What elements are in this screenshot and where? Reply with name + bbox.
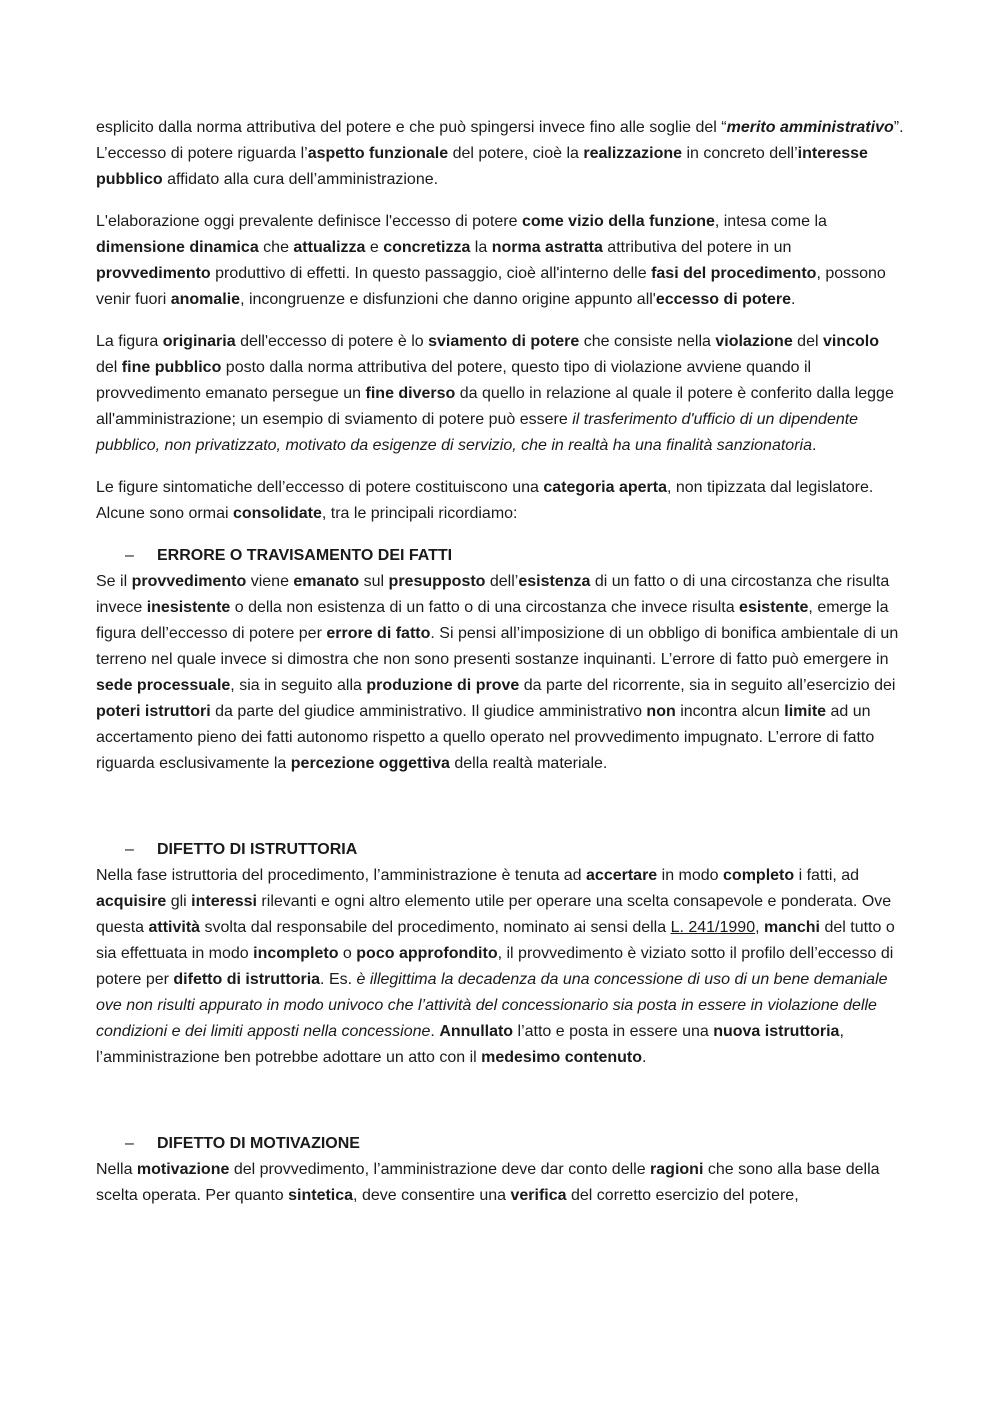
text-run: da quello in relazione al quale il potere è conferito dalla legge all'amministrazione; un esempio di sviamento di potere può essere (96, 385, 894, 428)
text-run: . (791, 291, 796, 308)
bold-text: nuova istruttoria (713, 1023, 840, 1040)
section-difetto-istruttoria (96, 837, 904, 1071)
text-run: affidato alla cura dell’amministrazione. (162, 171, 439, 188)
bold-text: dimensione dinamica (96, 239, 259, 256)
italic-text: il trasferimento d'ufficio di un dipendente pubblico, non privatizzato, motivato da esigenze di servizio, che in realtà ha una finalità sanzionatoria (96, 411, 859, 454)
text-run: Nella fase istruttoria del procedimento, l’amministrazione è tenuta ad (96, 867, 587, 884)
bold-text: verifica (510, 1187, 567, 1204)
text-run: ad un accertamento pieno dei fatti autonomo rispetto a quello operato nel provvedimento impugnato. L’errore di fatto riguarda esclusivamente la (96, 703, 875, 772)
text-run: produttivo di effetti. In questo passaggio, cioè all'interno delle (210, 265, 652, 282)
text-run: la (470, 239, 492, 256)
bold-italic-text: merito amministrativo (726, 119, 894, 136)
text-run: Se il (96, 573, 132, 590)
text-run: dell’ (485, 573, 519, 590)
text-run: Le figure sintomatiche dell’eccesso di potere costituiscono una (96, 479, 544, 496)
bold-text: sintetica (288, 1187, 354, 1204)
text-run: del potere, cioè la (448, 145, 584, 162)
text-run: attributiva del potere in un (602, 239, 792, 256)
bold-text: medesimo contenuto (481, 1049, 643, 1066)
text-run: o della non esistenza di un fatto o di una circostanza che invece risulta (230, 599, 740, 616)
bold-text: percezione oggettiva (290, 755, 450, 772)
text-run: in modo (657, 867, 724, 884)
text-run: di un fatto o di una circostanza che risulta invece (96, 573, 890, 616)
bold-text: eccesso di potere (655, 291, 792, 308)
text-run: incontra alcun (675, 703, 785, 720)
bold-text: esistente (739, 599, 809, 616)
bold-text: sede processuale (96, 677, 231, 694)
text-run: del provvedimento, l’amministrazione deve dar conto delle (229, 1161, 651, 1178)
text-run: i fatti, ad (794, 867, 860, 884)
text-run: . Es. (320, 971, 357, 988)
paragraph-elaborazione (96, 209, 904, 313)
text-run: e (365, 239, 384, 256)
bold-text: aspetto funzionale (307, 145, 449, 162)
paragraph-intro (96, 115, 904, 193)
bold-text: completo (723, 867, 795, 884)
text-run: del (96, 359, 122, 376)
text-run: . (430, 1023, 440, 1040)
section-body (96, 863, 904, 1071)
text-run: che consiste nella (579, 333, 716, 350)
section-body (96, 1157, 904, 1209)
section-heading-text: ERRORE O TRAVISAMENTO DEI FATTI (157, 547, 453, 564)
text-run: . Si pensi all’imposizione di un obbligo di bonifica ambientale di un terreno nel quale invece si dimostra che non sono presenti sostanze inquinanti. L’errore di fatto può emergere in (96, 625, 899, 668)
section-difetto-motivazione (96, 1131, 904, 1209)
text-run: , incongruenze e disfunzioni che danno origine appunto all' (240, 291, 656, 308)
text-run: svolta dal responsabile del procedimento, nominato ai sensi della (200, 919, 671, 936)
text-run: in concreto dell’ (682, 145, 798, 162)
bold-text: inesistente (146, 599, 231, 616)
bold-text: emanato (293, 573, 360, 590)
text-run: viene (246, 573, 294, 590)
bold-text: motivazione (136, 1161, 230, 1178)
text-run: , il provvedimento è viziato sotto il profilo dell’eccesso di potere per (96, 945, 894, 988)
bold-text: incompleto (253, 945, 339, 962)
spacer (96, 1071, 904, 1131)
text-run: , (755, 919, 764, 936)
text-run: l’atto e posta in essere una (513, 1023, 714, 1040)
text-run: L'elaborazione oggi prevalente definisce l'eccesso di potere (96, 213, 522, 230)
bold-text: esistenza (518, 573, 591, 590)
law-reference-link[interactable]: L. 241/1990 (670, 919, 756, 936)
text-run: rilevanti e ogni altro elemento utile per operare una scelta consapevole e ponderata. Ove questa (96, 893, 892, 936)
text-run: Nella (96, 1161, 137, 1178)
bold-text: poteri istruttori (96, 703, 211, 720)
section-heading (96, 543, 904, 569)
text-run: , tra le principali ricordiamo: (321, 505, 518, 522)
paragraph-sviamento (96, 329, 904, 459)
bold-text: difetto di istruttoria (173, 971, 321, 988)
text-run: dell'eccesso di potere è lo (235, 333, 429, 350)
text-run: del (792, 333, 823, 350)
text-run: del tutto o sia effettuata in modo (96, 919, 895, 962)
bold-text: vincolo (822, 333, 879, 350)
bold-text: fine diverso (365, 385, 456, 402)
bold-text: acquisire (96, 893, 167, 910)
bold-text: violazione (715, 333, 793, 350)
bold-text: consolidate (232, 505, 322, 522)
text-run: da parte del giudice amministrativo. Il giudice amministrativo (210, 703, 647, 720)
bold-text: categoria aperta (543, 479, 667, 496)
bold-text: errore di fatto (326, 625, 431, 642)
text-run: . (811, 437, 817, 454)
bold-text: fine pubblico (121, 359, 222, 376)
text-run: , possono venir fuori (96, 265, 886, 308)
section-heading (96, 837, 904, 863)
bold-text: poco approfondito (356, 945, 498, 962)
text-run: che (258, 239, 294, 256)
text-run: ”. L’eccesso di potere riguarda l’ (96, 119, 904, 162)
section-heading-text: DIFETTO DI ISTRUTTORIA (157, 841, 358, 858)
section-errore-fatti (96, 543, 904, 777)
text-run: esplicito dalla norma attributiva del potere e che può spingersi invece fino alle soglie del “ (96, 119, 727, 136)
text-run: , intesa come la (714, 213, 827, 230)
bold-text: originaria (162, 333, 236, 350)
bold-text: limite (784, 703, 827, 720)
text-run: sul (359, 573, 389, 590)
bold-text: provvedimento (96, 265, 211, 282)
section-heading (96, 1131, 904, 1157)
bold-text: accertare (586, 867, 658, 884)
list-dash-bullet: – (125, 547, 134, 564)
text-run: , non tipizzata dal legislatore. Alcune sono ormai (96, 479, 874, 522)
bold-text: ragioni (650, 1161, 704, 1178)
text-run: , sia in seguito alla (230, 677, 367, 694)
bold-text: sviamento di potere (428, 333, 580, 350)
bold-text: fasi del procedimento (651, 265, 817, 282)
list-dash-bullet: – (125, 1135, 134, 1152)
spacer (96, 777, 904, 837)
text-run: da parte del ricorrente, sia in seguito all’esercizio dei (519, 677, 896, 694)
bold-text: produzione di prove (366, 677, 520, 694)
section-body (96, 569, 904, 777)
bold-text: presupposto (388, 573, 486, 590)
text-run: gli (166, 893, 192, 910)
bold-text: realizzazione (583, 145, 683, 162)
section-heading-text: DIFETTO DI MOTIVAZIONE (157, 1135, 360, 1152)
bold-text: come vizio della funzione (521, 213, 715, 230)
text-run: , l’amministrazione ben potrebbe adottare un atto con il (96, 1023, 844, 1066)
text-run: che sono alla base della scelta operata. Per quanto (96, 1161, 880, 1204)
text-run: La figura (96, 333, 163, 350)
bold-text: norma astratta (491, 239, 603, 256)
bold-text: anomalie (170, 291, 241, 308)
bold-text: Annullato (439, 1023, 514, 1040)
bold-text: non (646, 703, 676, 720)
bold-text: interessi (191, 893, 257, 910)
text-run: . (642, 1049, 647, 1066)
list-dash-bullet: – (125, 841, 134, 858)
italic-text: è illegittima la decadenza da una concessione di uso di un bene demaniale ove non risulti appurato in modo univoco che l’attività del concessionario sia posta in essere in violazione delle condizioni e dei limiti apposti nella concessione (96, 971, 888, 1040)
bold-text: concretizza (383, 239, 471, 256)
text-run: , deve consentire una (353, 1187, 511, 1204)
text-run: del corretto esercizio del potere, (566, 1187, 799, 1204)
text-run: posto dalla norma attributiva del potere, questo tipo di violazione avviene quando il provvedimento emanato persegue un (96, 359, 812, 402)
paragraph-figure-sintomatiche (96, 475, 904, 527)
text-run: o (338, 945, 357, 962)
bold-text: manchi (763, 919, 820, 936)
text-run: , emerge la figura dell’eccesso di potere per (96, 599, 889, 642)
text-run: della realtà materiale. (449, 755, 608, 772)
bold-text: attività (148, 919, 201, 936)
bold-text: provvedimento (131, 573, 247, 590)
bold-text: attualizza (293, 239, 366, 256)
bold-text: interesse pubblico (96, 145, 868, 188)
